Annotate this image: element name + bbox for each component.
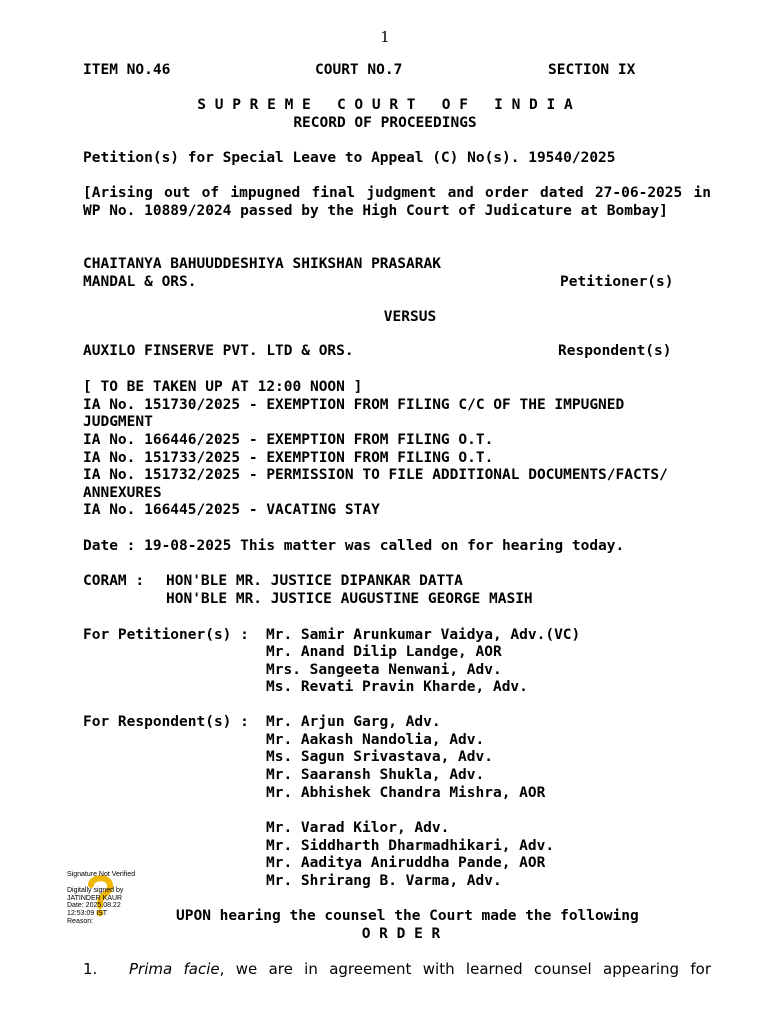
stamp-reason: Reason: [67, 917, 94, 925]
ia-line: IA No. 151733/2025 - EXEMPTION FROM FILING O.T. [83, 450, 494, 466]
stamp-status: Signature Not Verified [67, 871, 136, 878]
ia-line: JUDGMENT [83, 414, 153, 430]
upon-hearing: UPON hearing the counsel the Court made the following [176, 908, 639, 924]
ia-line: ANNEXURES [83, 485, 162, 501]
paragraph-number: 1. [83, 960, 98, 978]
arising-paragraph: [Arising out of impugned final judgment and order dated 27-06-2025 in WP No. 10889/2024 passed by the High Court of Judicature at Bombay] [83, 185, 711, 219]
respondent-counsel: Mr. Aaditya Aniruddha Pande, AOR [266, 855, 546, 871]
stamp-signed-by: Digitally signed by [67, 886, 124, 894]
respondent-counsel: Mr. Aakash Nandolia, Adv. [266, 732, 485, 748]
respondent-counsel: Mr. Varad Kilor, Adv. [266, 820, 450, 836]
order-title: O R D E R [361, 926, 441, 942]
record-title: RECORD OF PROCEEDINGS [293, 115, 477, 131]
for-respondent-label: For Respondent(s) : [83, 714, 249, 730]
hearing-date: Date : 19-08-2025 This matter was called on for hearing today. [83, 538, 625, 554]
digital-signature-stamp [67, 871, 149, 923]
ia-line: IA No. 166445/2025 - VACATING STAY [83, 502, 380, 518]
order-paragraph-1 [83, 960, 711, 978]
petitioner-counsel: Ms. Revati Pravin Kharde, Adv. [266, 679, 528, 695]
coram-label: CORAM : [83, 573, 145, 589]
for-petitioner-label: For Petitioner(s) : [83, 627, 249, 643]
ia-line: [ TO BE TAKEN UP AT 12:00 NOON ] [83, 379, 363, 395]
petitioner-name-line1: CHAITANYA BAHUUDDESHIYA SHIKSHAN PRASARAK [83, 256, 441, 272]
respondent-counsel: Mr. Shrirang B. Varma, Adv. [266, 873, 502, 889]
section: SECTION IX [548, 62, 636, 78]
petitioner-counsel: Mrs. Sangeeta Nenwani, Adv. [266, 662, 502, 678]
court-name: S U P R E M E C O U R T O F I N D I A [197, 97, 573, 113]
respondent-role: Respondent(s) [558, 343, 672, 359]
respondent-counsel: Mr. Saaransh Shukla, Adv. [266, 767, 485, 783]
stamp-name: JATINDER KAUR [67, 894, 123, 902]
respondent-name: AUXILO FINSERVE PVT. LTD & ORS. [83, 343, 354, 359]
petitioner-counsel: Mr. Anand Dilip Landge, AOR [266, 644, 502, 660]
petitioner-counsel: Mr. Samir Arunkumar Vaidya, Adv.(VC) [266, 627, 581, 643]
petitioner-name-line2: MANDAL & ORS. [83, 274, 197, 290]
respondent-counsel: Mr. Siddharth Dharmadhikari, Adv. [266, 838, 555, 854]
coram-judge: HON'BLE MR. JUSTICE AUGUSTINE GEORGE MASIH [166, 591, 533, 607]
petition-line: Petition(s) for Special Leave to Appeal (C) No(s). 19540/2025 [83, 150, 616, 166]
respondent-counsel: Mr. Arjun Garg, Adv. [266, 714, 441, 730]
versus: VERSUS [383, 309, 437, 325]
paragraph-text: , we are in agreement with learned counsel appearing for [219, 960, 711, 978]
coram-judge: HON'BLE MR. JUSTICE DIPANKAR DATTA [166, 573, 463, 589]
item-number: ITEM NO.46 [83, 62, 171, 78]
stamp-time: 12:53:09 IST [67, 910, 108, 918]
respondent-counsel: Ms. Sagun Srivastava, Adv. [266, 749, 493, 765]
page-number: 1 [380, 28, 390, 46]
petitioner-role: Petitioner(s) [560, 274, 674, 290]
paragraph-italic-phrase: Prima facie [129, 960, 220, 978]
stamp-date: Date: 2025.08.22 [67, 902, 121, 910]
ia-line: IA No. 151730/2025 - EXEMPTION FROM FILING C/C OF THE IMPUGNED [83, 397, 625, 413]
ia-line: IA No. 166446/2025 - EXEMPTION FROM FILING O.T. [83, 432, 494, 448]
court-number: COURT NO.7 [315, 62, 403, 78]
ia-line: IA No. 151732/2025 - PERMISSION TO FILE ADDITIONAL DOCUMENTS/FACTS/ [83, 467, 668, 483]
respondent-counsel: Mr. Abhishek Chandra Mishra, AOR [266, 785, 546, 801]
